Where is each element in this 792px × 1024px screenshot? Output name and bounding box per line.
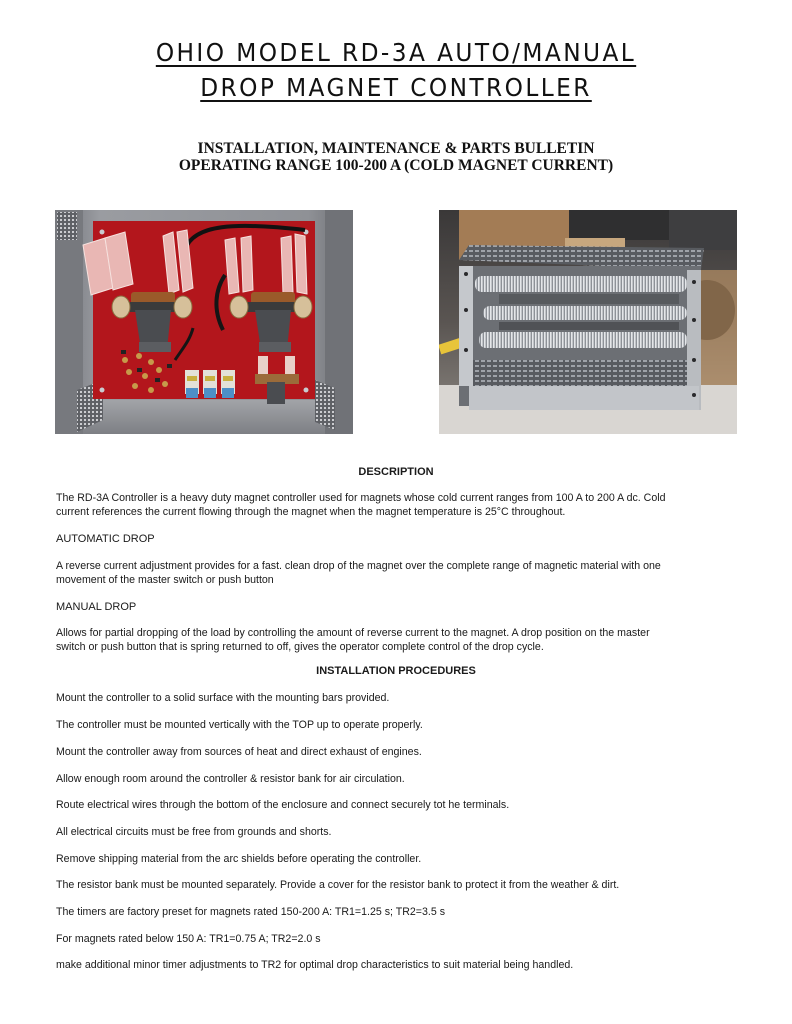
timer-relays (185, 370, 235, 398)
installation-step: Mount the controller to a solid surface with the mounting bars provided. (56, 692, 390, 704)
installation-step: For magnets rated below 150 A: TR1=0.75 A; TR2=2.0 s (56, 933, 321, 945)
installation-heading: INSTALLATION PROCEDURES (316, 665, 476, 677)
manual-drop-line-2: switch or push button that is spring returned to off, gives the operator complete control of the drop cycle. (56, 640, 544, 653)
document-title-line-1: OHIO MODEL RD-3A AUTO/MANUAL (155, 38, 637, 67)
resistor-bank-photo (439, 210, 737, 434)
installation-step: The timers are factory preset for magnets rated 150-200 A: TR1=1.25 s; TR2=3.5 s (56, 906, 446, 918)
bulletin-subtitle: INSTALLATION, MAINTENANCE & PARTS BULLETIN (197, 140, 595, 157)
automatic-drop-line-2: movement of the master switch or push button (56, 573, 274, 586)
manual-drop-label: MANUAL DROP (56, 601, 137, 613)
installation-step: Allow enough room around the controller & resistor bank for air circulation. (56, 773, 405, 785)
description-paragraph (56, 492, 722, 519)
controller-panel-photo (55, 210, 353, 434)
description-line-1: The RD-3A Controller is a heavy duty magnet controller used for magnets whose cold current ranges from 100 A to 200 A dc. Cold (56, 492, 666, 504)
installation-step: The resistor bank must be mounted separately. Provide a cover for the resistor bank to protect it from the weather & dirt. (56, 879, 620, 891)
automatic-drop-label: AUTOMATIC DROP (56, 533, 155, 545)
installation-step: All electrical circuits must be free from grounds and shorts. (56, 826, 332, 838)
manual-drop-paragraph (56, 627, 722, 654)
automatic-drop-line-1: A reverse current adjustment provides for a fast. clean drop of the magnet over the complete range of magnetic material with one (56, 560, 661, 572)
description-line-2: current references the current flowing through the magnet when the magnet temperature is 25°C throughout. (56, 505, 566, 518)
resistor-coils (475, 276, 687, 348)
installation-step: Route electrical wires through the bottom of the enclosure and connect securely tot he terminals. (56, 799, 510, 811)
installation-step: Mount the controller away from sources of heat and direct exhaust of engines. (56, 746, 422, 758)
installation-step: The controller must be mounted vertically with the TOP up to operate properly. (56, 719, 423, 731)
manual-drop-line-1: Allows for partial dropping of the load by controlling the amount of reverse current to the magnet. A drop position on the master (56, 627, 650, 639)
description-heading: DESCRIPTION (358, 466, 434, 478)
installation-step: Remove shipping material from the arc shields before operating the controller. (56, 853, 422, 865)
document-title-line-2: DROP MAGNET CONTROLLER (200, 73, 592, 102)
automatic-drop-paragraph (56, 560, 722, 587)
operating-range-subtitle: OPERATING RANGE 100-200 A (COLD MAGNET CURRENT) (178, 157, 614, 174)
installation-step: make additional minor timer adjustments to TR2 for optimal drop characteristics to suit material being handled. (56, 959, 574, 971)
